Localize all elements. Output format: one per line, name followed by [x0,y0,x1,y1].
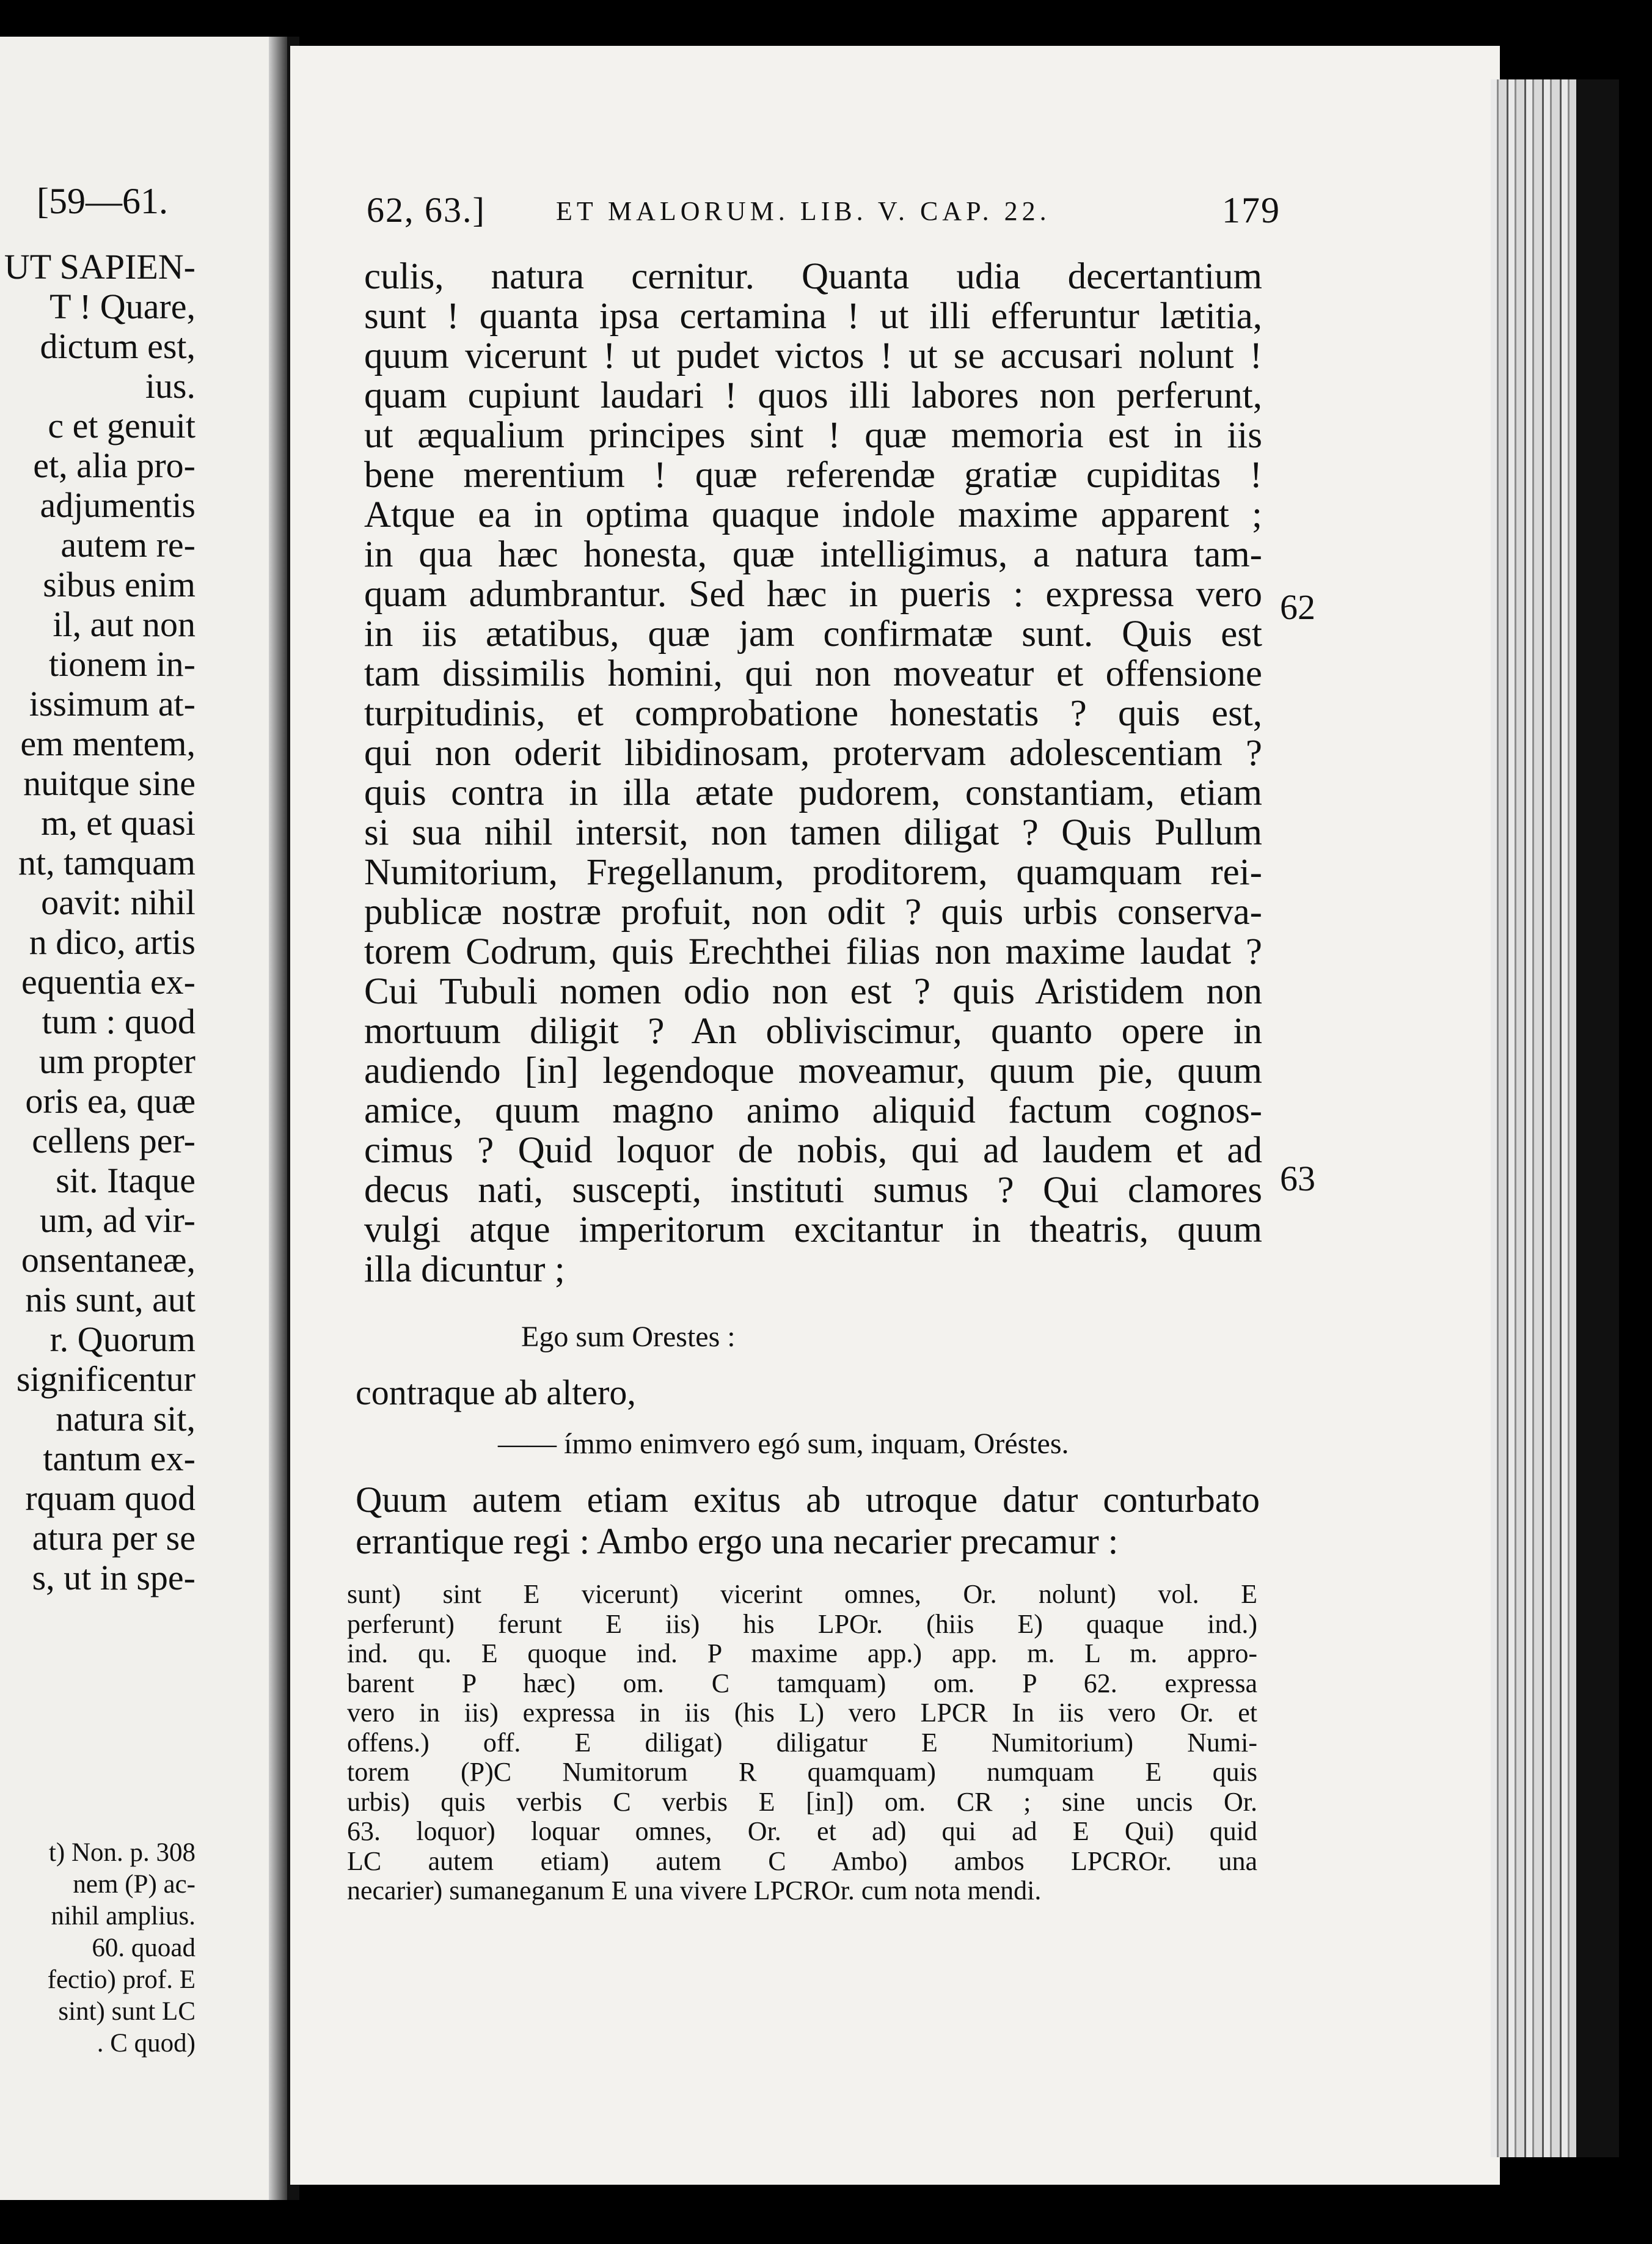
text-line: vero in iis) expressa in iis (his L) vero LPCR In iis vero Or. et [347,1698,1257,1728]
margin-number-62: 62 [1280,587,1315,627]
bottom-shadow [0,2200,1652,2244]
page-edges [1491,79,1619,2157]
text-line: qui non oderit libidinosam, protervam adolescentiam ? [364,733,1262,774]
text-line: barent P hæc) om. C tamquam) om. P 62. expressa [347,1668,1257,1698]
text-line: quum vicerunt ! ut pudet victos ! ut se accusari nolunt ! [364,336,1262,376]
text-line: Quum autem etiam exitus ab utroque datur conturbato [356,1480,1260,1520]
left-note-line: nem (P) ac- [73,1870,196,1899]
text-line: quam adumbrantur. Sed hæc in pueris : expressa vero [364,574,1262,615]
running-head-chapters: 62, 63.] [367,190,486,230]
text-line: si sua nihil intersit, non tamen diligat ? Quis Pullum [364,812,1262,853]
left-text-line: c et genuit [48,406,196,446]
left-note-line: t) Non. p. 308 [48,1838,196,1867]
text-line: ind. qu. E quoque ind. P maxime app.) app. m. L m. appro- [347,1638,1257,1668]
text-line: in iis ætatibus, quæ jam confirmatæ sunt. Quis est [364,614,1262,654]
left-text-line: nuitque sine [23,763,196,803]
text-line: sunt) sint E vicerunt) vicerint omnes, Or. nolunt) vol. E [347,1579,1257,1609]
text-line: Numitorium, Fregellanum, proditorem, quamquam rei- [364,852,1262,893]
text-line: illa dicuntur ; [364,1249,565,1290]
left-text-line: UT SAPIEN- [4,247,196,287]
left-text-line: natura sit, [56,1399,196,1439]
verse-quote-1: Ego sum Orestes : [521,1321,736,1353]
left-page-gutter-shadow [269,37,287,2212]
text-line: in qua hæc honesta, quæ intelligimus, a natura tam- [364,534,1262,575]
text-line: offens.) off. E diligat) diligatur E Numitorium) Numi- [347,1727,1257,1758]
left-note-line: . C quod) [97,2029,196,2058]
text-line: LC autem etiam) autem C Ambo) ambos LPCROr. una [347,1846,1257,1876]
left-text-line: rquam quod [25,1478,196,1518]
left-text-line: um propter [38,1041,196,1081]
left-text-line: autem re- [60,525,196,565]
running-head-title: ET MALORUM. LIB. V. CAP. 22. [556,196,1051,226]
left-text-line: tum : quod [42,1002,196,1041]
text-line: Cui Tubuli nomen odio non est ? quis Aristidem non [364,971,1262,1012]
text-line: bene merentium ! quæ referendæ gratiæ cupiditas ! [364,455,1262,496]
text-line: perferunt) ferunt E iis) his LPOr. (hiis E) quaque ind.) [347,1608,1257,1639]
left-running-head: [59—61. [37,181,168,221]
left-text-line: n dico, artis [29,922,196,962]
left-text-line: equentia ex- [21,962,196,1002]
left-text-line: atura per se [32,1518,196,1558]
text-line: errantique regi : Ambo ergo una necarier precamur : [356,1521,1119,1561]
left-text-line: sibus enim [43,565,196,604]
text-line: torem (P)C Numitorum R quamquam) numquam E quis [347,1757,1257,1787]
text-line: amice, quum magno animo aliquid factum cognos- [364,1090,1262,1131]
text-line: quis contra in illa ætate pudorem, constantiam, etiam [364,772,1262,813]
left-text-line: onsentaneæ, [21,1240,196,1280]
text-line: publicæ nostræ profuit, non odit ? quis urbis conserva- [364,892,1262,933]
left-text-line: significentur [16,1359,196,1399]
text-line: decus nati, suscepti, instituti sumus ? Qui clamores [364,1170,1262,1211]
left-text-line: dictum est, [40,326,196,366]
left-note-line: sint) sunt LC [58,1997,196,2026]
left-text-line: oavit: nihil [41,882,196,922]
left-text-line: tionem in- [48,644,196,684]
left-text-line: oris ea, quæ [25,1081,196,1121]
text-line: ut æqualium principes sint ! quæ memoria est in iis [364,415,1262,456]
contra-line: contraque ab altero, [356,1373,636,1412]
left-text-line: s, ut in spe- [32,1558,196,1597]
text-line: turpitudinis, et comprobatione honestatis ? quis est, [364,693,1262,734]
left-text-line: cellens per- [32,1121,196,1160]
page-number: 179 [1222,190,1281,230]
left-text-line: issimum at- [29,684,196,724]
text-line: quam cupiunt laudari ! quos illi labores non perferunt, [364,375,1262,416]
left-text-line: em mentem, [20,724,196,763]
text-line: vulgi atque imperitorum excitantur in theatris, quum [364,1209,1262,1250]
left-text-line: r. Quorum [49,1319,196,1359]
left-text-line: nis sunt, aut [25,1280,196,1319]
left-note-line: 60. quoad [92,1934,196,1962]
left-text-line: T ! Quare, [49,287,196,326]
left-text-line: um, ad vir- [40,1200,196,1240]
text-line: urbis) quis verbis C verbis E [in]) om. CR ; sine uncis Or. [347,1786,1257,1817]
text-line: culis, natura cernitur. Quanta udia decertantium [364,256,1262,297]
verse-quote-2: —— ímmo enimvero egó sum, inquam, Oréstes. [498,1428,1069,1460]
left-text-line: ius. [145,366,196,406]
left-text-line: nt, tamquam [18,843,196,882]
left-text-line: tantum ex- [43,1439,196,1478]
left-text-line: adjumentis [40,485,196,525]
critical-apparatus [347,1580,1257,1906]
main-text [364,257,1262,1289]
text-line: torem Codrum, quis Erechthei filias non maxime laudat ? [364,931,1262,972]
text-line: mortuum diligit ? An obliviscimur, quanto opere in [364,1011,1262,1052]
left-text-line: et, alia pro- [33,446,196,485]
text-line: 63. loquor) loquar omnes, Or. et ad) qui ad E Qui) quid [347,1816,1257,1846]
left-text-line: sit. Itaque [56,1160,196,1200]
left-text-line: m, et quasi [41,803,196,843]
text-line: Atque ea in optima quaque indole maxime apparent ; [364,494,1262,535]
text-line: audiendo [in] legendoque moveamur, quum pie, quum [364,1050,1262,1091]
text-line: cimus ? Quid loquor de nobis, qui ad laudem et ad [364,1130,1262,1171]
margin-number-63: 63 [1280,1159,1315,1198]
left-text-line: il, aut non [53,604,196,644]
text-line: sunt ! quanta ipsa certamina ! ut illi efferuntur lætitia, [364,296,1262,337]
left-note-line: fectio) prof. E [47,1965,196,1994]
text-line: necarier) sumaneganum E una vivere LPCROr. cum nota mendi. [347,1876,1042,1905]
left-facing-page [0,37,269,2212]
left-note-line: nihil amplius. [51,1902,196,1931]
text-line: tam dissimilis homini, qui non moveatur et offensione [364,653,1262,694]
closing-text [356,1479,1260,1562]
